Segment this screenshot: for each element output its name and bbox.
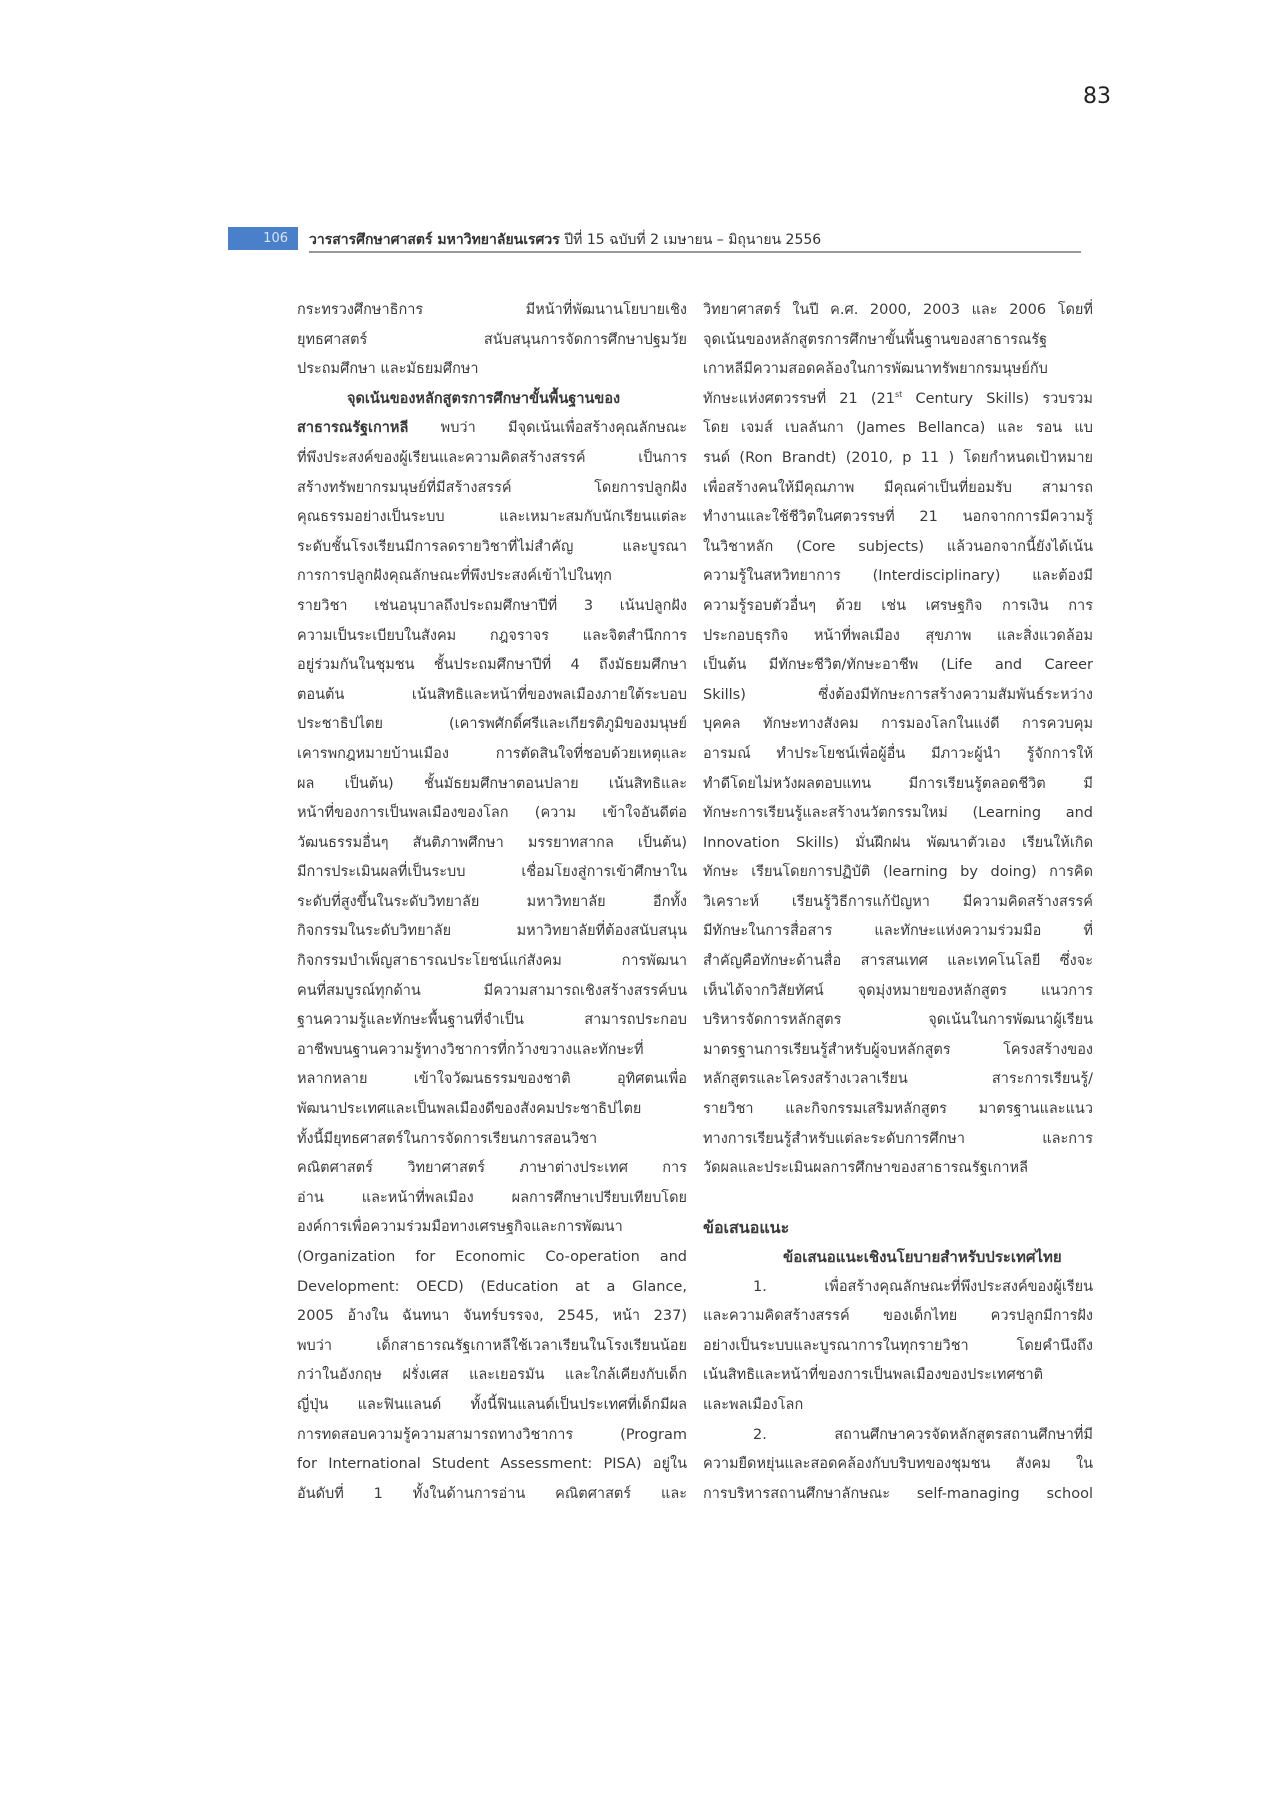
text-segment: Development: OECD) (Education at a Glance, [297, 1278, 687, 1295]
text-line [703, 503, 1093, 533]
text-segment: ประถมศึกษา และมัธยมศึกษา [297, 361, 479, 378]
left-column [297, 296, 687, 1509]
text-segment: ประชาธิปไตย (เคารพศักดิ์ศรีและเกียรติภูมิของมนุษย์ [297, 716, 687, 733]
text-line [703, 681, 1093, 711]
text-line [703, 414, 1093, 444]
text-line [297, 1006, 687, 1036]
text-line [297, 1332, 687, 1362]
text-line [703, 858, 1093, 888]
journal-header-text [309, 229, 821, 251]
text-line [703, 1273, 1093, 1303]
text-segment: กระทรวงศึกษาธิการ มีหน้าที่พัฒนานโยบายเชิง [297, 302, 687, 318]
text-segment: ตอนต้น เน้นสิทธิและหน้าที่ของพลเมืองภายใต้ระบอบ [297, 686, 687, 703]
text-segment: อ่าน และหน้าที่พลเมือง ผลการศึกษาเปรียบเทียบโดย [297, 1189, 687, 1206]
text-segment: ทักษะ เรียนโดยการปฏิบัติ (learning by doing) การคิด [703, 864, 1093, 881]
text-segment: มีการประเมินผลที่เป็นระบบ เชื่อมโยงสู่การเข้าศึกษาใน [297, 864, 687, 881]
text-segment: Innovation Skills) มั่นฝึกฝน พัฒนาตัวเอง เรียนให้เกิด [703, 834, 1093, 851]
text-line [297, 414, 687, 444]
text-line [297, 770, 687, 800]
text-line [703, 1006, 1093, 1036]
text-line [703, 622, 1093, 652]
text-segment: ทำดีโดยไม่หวังผลตอบแทน มีการเรียนรู้ตลอดชีวิต มี [703, 775, 1093, 792]
text-line [297, 296, 687, 326]
text-segment: Century Skills) รวบรวม [902, 390, 1093, 407]
text-segment: มีทักษะในการสื่อสาร และทักษะแห่งความร่วมมือ ที่ [703, 923, 1093, 940]
text-line [297, 1273, 687, 1303]
text-line [297, 622, 687, 652]
text-segment: การทดสอบความรู้ความสามารถทางวิชาการ (Program [297, 1426, 687, 1443]
text-line [297, 681, 687, 711]
text-segment: รายวิชา เช่นอนุบาลถึงประถมศึกษาปีที่ 3 เน้นปลูกฝัง [297, 597, 687, 614]
text-segment: ข้อเสนอแนะ [703, 1218, 790, 1238]
text-segment: การการปลูกฝังคุณลักษณะที่พึงประสงค์เข้าไปในทุก [297, 568, 612, 585]
text-segment: อารมณ์ ทำประโยชน์เพื่อผู้อื่น มีภาวะผู้นำ รู้จักการให้ [703, 745, 1093, 762]
bold-text: จุดเน้นของหลักสูตรการศึกษาขั้นพื้นฐานของ [347, 390, 621, 407]
text-segment: คนที่สมบูรณ์ทุกด้าน มีความสามารถเชิงสร้างสรรค์บน [297, 982, 687, 999]
text-line [703, 710, 1093, 740]
text-line [703, 355, 1093, 385]
text-segment: องค์การเพื่อความร่วมมือทางเศรษฐกิจและการพัฒนา [297, 1219, 623, 1236]
text-segment: ญี่ปุ่น และฟินแลนด์ ทั้งนี้ฟินแลนด์เป็นประเทศที่เด็กมีผล [297, 1396, 687, 1413]
text-segment: เน้นสิทธิและหน้าที่ของการเป็นพลเมืองของประเทศชาติ [703, 1367, 1044, 1384]
text-segment: พบว่า มีจุดเน้นเพื่อสร้างคุณลักษณะ [408, 420, 687, 437]
text-line [703, 1361, 1093, 1391]
text-line [703, 296, 1093, 326]
text-segment: มาตรฐานการเรียนรู้สำหรับผู้จบหลักสูตร โครงสร้างของ [703, 1041, 1093, 1058]
section-heading [703, 1213, 1093, 1243]
text-segment: ความรู้รอบตัวอื่นๆ ด้วย เช่น เศรษฐกิจ การเงิน การ [703, 597, 1093, 614]
text-segment: ความรู้ในสหวิทยาการ (Interdisciplinary) และต้องมี [703, 568, 1093, 585]
right-column [703, 296, 1093, 1509]
text-line [297, 1065, 687, 1095]
text-line [703, 947, 1093, 977]
text-segment: พบว่า เด็กสาธารณรัฐเกาหลีใช้เวลาเรียนในโรงเรียนน้อย [297, 1337, 687, 1354]
text-line [703, 1332, 1093, 1362]
text-segment: ทักษะแห่งศตวรรษที่ 21 (21 [703, 390, 896, 407]
text-segment: เคารพกฎหมายบ้านเมือง การตัดสินใจที่ชอบด้วยเหตุและ [297, 745, 687, 762]
text-line [297, 1421, 687, 1451]
text-segment: ฐานความรู้และทักษะพื้นฐานที่จำเป็น สามารถประกอบ [297, 1012, 687, 1029]
text-segment: อย่างเป็นระบบและบูรณาการในทุกรายวิชา โดยคำนึงถึง [703, 1337, 1093, 1354]
text-segment: ความยืดหยุ่นและสอดคล้องกับบริบทของชุมชน สังคม ใน [703, 1456, 1093, 1473]
text-line [297, 651, 687, 681]
text-segment: สำคัญคือทักษะด้านสื่อ สารสนเทศ และเทคโนโลยี ซึ่งจะ [703, 953, 1093, 970]
text-segment: รายวิชา และกิจกรรมเสริมหลักสูตร มาตรฐานและแนว [703, 1101, 1093, 1118]
text-line [297, 1243, 687, 1273]
text-segment: ผล เป็นต้น) ชั้นมัธยมศึกษาตอนปลาย เน้นสิทธิและ [297, 775, 687, 792]
text-line [297, 1095, 687, 1125]
text-line [703, 533, 1093, 563]
text-line [297, 326, 687, 356]
text-line [297, 355, 687, 385]
text-line [703, 1421, 1093, 1451]
text-line [703, 1125, 1093, 1155]
text-segment: (Organization for Economic Co-operation and [297, 1249, 687, 1265]
text-line [297, 1450, 687, 1480]
text-segment: การบริหารสถานศึกษาลักษณะ self-managing school [703, 1485, 1093, 1502]
text-line [297, 1480, 687, 1510]
text-segment: ทำงานและใช้ชีวิตในศตวรรษที่ 21 นอกจากการมีความรู้ [703, 509, 1093, 526]
text-line [297, 592, 687, 622]
text-segment: บุคคล ทักษะทางสังคม การมองโลกในแง่ดี การควบคุม [703, 716, 1093, 733]
text-segment: วัดผลและประเมินผลการศึกษาของสาธารณรัฐเกาหลี [703, 1160, 1028, 1177]
superscript: st [895, 389, 903, 399]
text-segment: ทักษะการเรียนรู้และสร้างนวัตกรรมใหม่ (Learning and [703, 805, 1093, 822]
text-segment: วัฒนธรรมอื่นๆ สันติภาพศึกษา มรรยาทสากล เป็นต้น) [297, 834, 687, 851]
text-line [297, 947, 687, 977]
subsection-heading [703, 1243, 1093, 1273]
text-line [703, 651, 1093, 681]
header-divider [309, 251, 1081, 253]
journal-page-badge: 106 [228, 227, 298, 250]
text-line [703, 1065, 1093, 1095]
text-segment: for International Student Assessment: PISA) อยู่ใน [297, 1456, 687, 1473]
text-segment: ประกอบธุรกิจ หน้าที่พลเมือง สุขภาพ และสิ่งแวดล้อม [703, 627, 1093, 644]
text-segment: ระดับที่สูงขึ้นในระดับวิทยาลัย มหาวิทยาลัย อีกทั้ง [297, 893, 687, 910]
text-line [703, 474, 1093, 504]
text-segment: เห็นได้จากวิสัยทัศน์ จุดมุ่งหมายของหลักสูตร แนวการ [703, 982, 1093, 999]
text-line [297, 1361, 687, 1391]
text-line [297, 977, 687, 1007]
text-line [703, 1480, 1093, 1510]
text-line [703, 1036, 1093, 1066]
text-line [703, 562, 1093, 592]
text-line [703, 740, 1093, 770]
text-segment: โดย เจมส์ เบลลันกา (James Bellanca) และ รอน แบ [703, 420, 1093, 437]
text-segment: ทั้งนี้มียุทธศาสตร์ในการจัดการเรียนการสอนวิชา [297, 1130, 598, 1147]
text-segment: ยุทธศาสตร์ สนับสนุนการจัดการศึกษาปฐมวัย [297, 331, 687, 348]
text-line [297, 799, 687, 829]
text-segment: และพลเมืองโลก [703, 1396, 804, 1413]
text-line [703, 1184, 1093, 1214]
text-segment: 2. สถานศึกษาควรจัดหลักสูตรสถานศึกษาที่มี [753, 1426, 1093, 1443]
text-segment: วิทยาศาสตร์ ในปี ค.ศ. 2000, 2003 และ 2006 โดยที่ [703, 302, 1093, 318]
text-segment: กว่าในอังกฤษ ฝรั่งเศส และเยอรมัน และใกล้เคียงกับเด็ก [297, 1367, 687, 1384]
text-line [297, 710, 687, 740]
text-line [703, 444, 1093, 474]
text-segment: รนด์ (Ron Brandt) (2010, p 11 ) โดยกำหนดเป้าหมาย [703, 449, 1093, 466]
text-segment: ทางการเรียนรู้สำหรับแต่ละระดับการศึกษา และการ [703, 1130, 1093, 1147]
text-line [297, 1213, 687, 1243]
journal-title: วารสารศึกษาศาสตร์ มหาวิทยาลัยนเรศวร [309, 232, 560, 248]
text-line [297, 740, 687, 770]
text-line [703, 326, 1093, 356]
text-segment: อาชีพบนฐานความรู้ทางวิชาการที่กว้างขวางและทักษะที่ [297, 1041, 644, 1058]
text-line [703, 977, 1093, 1007]
text-segment: อันดับที่ 1 ทั้งในด้านการอ่าน คณิตศาสตร์ และ [297, 1485, 687, 1502]
text-line [297, 474, 687, 504]
text-segment: ในวิชาหลัก (Core subjects) แล้วนอกจากนี้ยังได้เน้น [703, 538, 1093, 555]
text-segment: บริหารจัดการหลักสูตร จุดเน้นในการพัฒนาผู้เรียน [703, 1012, 1093, 1029]
text-segment: สร้างทรัพยากรมนุษย์ที่มีสร้างสรรค์ โดยการปลูกฝัง [297, 479, 687, 496]
text-segment: พัฒนาประเทศและเป็นพลเมืองดีของสังคมประชาธิปไตย [297, 1101, 642, 1118]
text-segment: จุดเน้นของหลักสูตรการศึกษาขั้นพื้นฐานของสาธารณรัฐ [703, 331, 1048, 348]
text-line [703, 917, 1093, 947]
text-line [703, 829, 1093, 859]
text-line [703, 770, 1093, 800]
text-line [703, 1302, 1093, 1332]
text-line [703, 1095, 1093, 1125]
text-segment: อยู่ร่วมกันในชุมชน ชั้นประถมศึกษาปีที่ 4 ถึงมัธยมศึกษา [297, 657, 687, 674]
text-segment: กิจกรรมในระดับวิทยาลัย มหาวิทยาลัยที่ต้องสนับสนุน [297, 923, 687, 940]
text-segment: ข้อเสนอแนะเชิงนโยบายสำหรับประเทศไทย [783, 1248, 1062, 1266]
text-line [297, 829, 687, 859]
text-line [297, 1154, 687, 1184]
text-line [297, 1184, 687, 1214]
text-segment: 2005 อ้างใน ฉันทนา จันทร์บรรจง, 2545, หน้า 237) [297, 1308, 687, 1325]
text-segment: เป็นต้น มีทักษะชีวิต/ทักษะอาชีพ (Life and Career [703, 657, 1093, 674]
text-segment: วิเคราะห์ เรียนรู้วิธีการแก้ปัญหา มีความคิดสร้างสรรค์ [703, 893, 1093, 910]
text-line [297, 385, 687, 415]
text-line [297, 1125, 687, 1155]
text-segment: เกาหลีมีความสอดคล้องในการพัฒนาทรัพยากรมนุษย์กับ [703, 361, 1048, 378]
text-line [297, 444, 687, 474]
text-segment: กิจกรรมบำเพ็ญสาธารณประโยชน์แก่สังคม การพัฒนา [297, 953, 687, 970]
text-line [703, 1154, 1093, 1184]
bold-text: สาธารณรัฐเกาหลี [297, 420, 409, 437]
text-segment: หลากหลาย เข้าใจวัฒนธรรมของชาติ อุทิศตนเพื่อ [297, 1071, 687, 1088]
text-line [297, 888, 687, 918]
text-line [703, 1391, 1093, 1421]
text-line [297, 533, 687, 563]
text-line [297, 503, 687, 533]
text-line [297, 858, 687, 888]
text-line [297, 917, 687, 947]
text-line [297, 562, 687, 592]
text-line [703, 592, 1093, 622]
text-line [297, 1391, 687, 1421]
text-line [703, 888, 1093, 918]
text-line [703, 385, 1093, 415]
text-segment: เพื่อสร้างคนให้มีคุณภาพ มีคุณค่าเป็นที่ยอมรับ สามารถ [703, 479, 1093, 496]
text-segment: หลักสูตรและโครงสร้างเวลาเรียน สาระการเรียนรู้/ [703, 1071, 1093, 1088]
text-segment: Skills) ซึ่งต้องมีทักษะการสร้างความสัมพันธ์ระหว่าง [703, 686, 1093, 703]
journal-issue: ปีที่ 15 ฉบับที่ 2 เมษายน – มิถุนายน 2556 [559, 232, 822, 248]
text-line [703, 1450, 1093, 1480]
text-segment: ระดับชั้นโรงเรียนมีการลดรายวิชาที่ไม่สำคัญ และบูรณา [297, 538, 687, 555]
text-segment: คณิตศาสตร์ วิทยาศาสตร์ ภาษาต่างประเทศ การ [297, 1160, 687, 1177]
text-segment: และความคิดสร้างสรรค์ ของเด็กไทย ควรปลูกมีการฝัง [703, 1308, 1093, 1325]
text-segment: ความเป็นระเบียบในสังคม กฎจราจร และจิตสำนึกการ [297, 627, 687, 644]
text-line [703, 799, 1093, 829]
text-segment: คุณธรรมอย่างเป็นระบบ และเหมาะสมกับนักเรียนแต่ละ [297, 509, 687, 526]
text-line [297, 1036, 687, 1066]
text-segment: 1. เพื่อสร้างคุณลักษณะที่พึงประสงค์ของผู้เรียน [753, 1278, 1093, 1295]
text-segment: ที่พึงประสงค์ของผู้เรียนและความคิดสร้างสรรค์ เป็นการ [297, 449, 687, 466]
text-line [297, 1302, 687, 1332]
page-number: 83 [1083, 84, 1111, 109]
text-segment: หน้าที่ของการเป็นพลเมืองของโลก (ความ เข้าใจอันดีต่อ [297, 805, 687, 822]
